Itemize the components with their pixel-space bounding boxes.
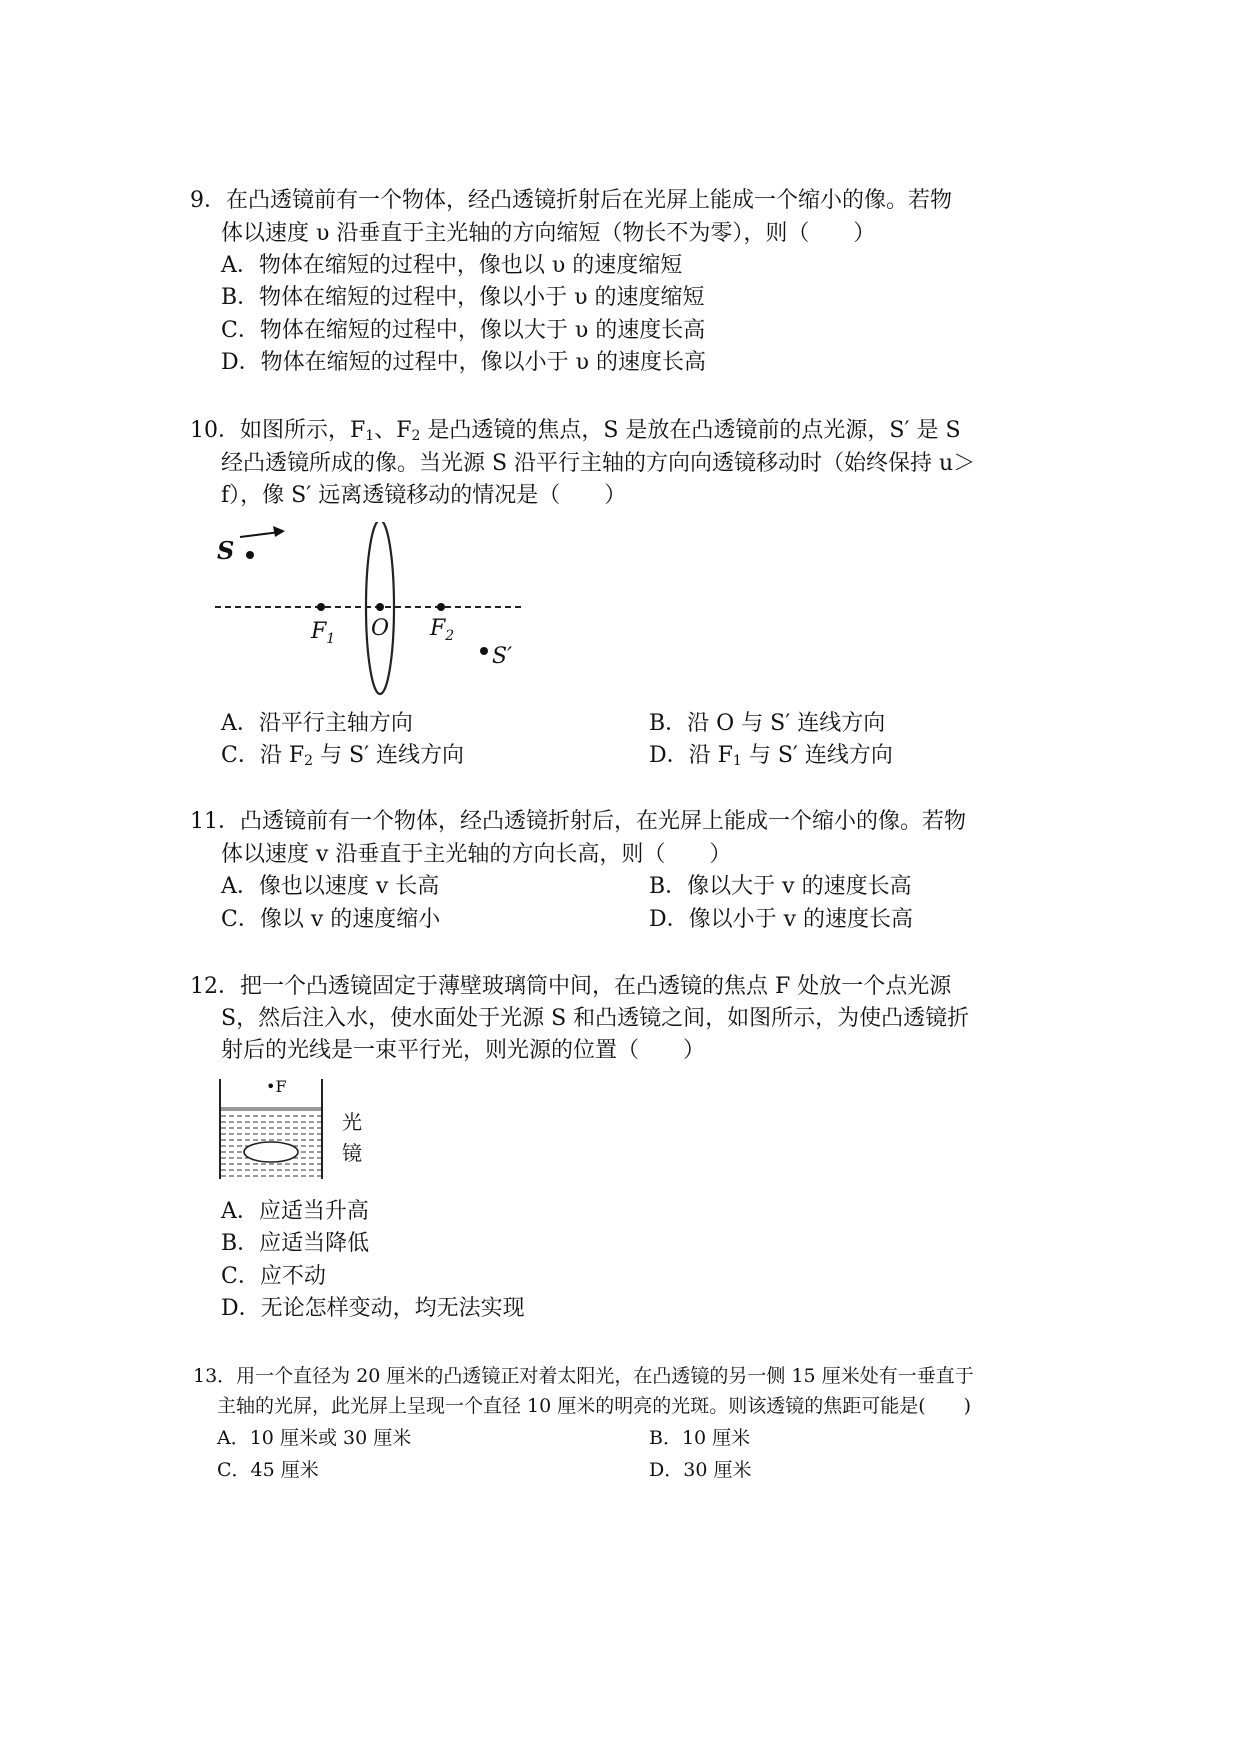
glass-tube-diagram <box>214 1075 374 1183</box>
source-s-point <box>246 551 254 559</box>
focus-f2-point <box>437 603 445 611</box>
question-12-option-b[interactable]: B．应适当降低 <box>221 1231 370 1256</box>
figure-label-jing: 镜 <box>342 1141 362 1165</box>
focus-f1-point <box>317 603 325 611</box>
question-9-option-b[interactable]: B．物体在缩短的过程中，像以小于 υ 的速度缩短 <box>221 285 705 310</box>
question-11-option-b[interactable]: B．像以大于 v 的速度长高 <box>649 874 912 899</box>
figure-label-guang: 光 <box>342 1110 362 1134</box>
source-s-label: S <box>217 536 235 565</box>
question-12-stem-line-1: 12．把一个凸透镜固定于薄壁玻璃筒中间，在凸透镜的焦点 F 处放一个点光源 <box>190 974 952 999</box>
question-10-option-a[interactable]: A．沿平行主轴方向 <box>221 711 413 736</box>
question-11-stem-line-2: 体以速度 v 沿垂直于主光轴的方向长高，则（ ） <box>221 842 732 867</box>
question-10-stem-line-2: 经凸透镜所成的像。当光源 S 沿平行主轴的方向向透镜移动时（始终保持 u＞ <box>221 451 976 476</box>
lens-diagram <box>205 522 535 702</box>
optical-center-point <box>376 603 384 611</box>
question-9-option-d[interactable]: D．物体在缩短的过程中，像以小于 υ 的速度长高 <box>221 350 707 375</box>
question-13-option-a[interactable]: A．10 厘米或 30 厘米 <box>217 1427 412 1449</box>
focus-f1-label: $F_1$ <box>311 619 336 647</box>
focus-f2-label: $F_2$ <box>430 616 455 644</box>
question-11-stem-line-1: 11．凸透镜前有一个物体，经凸透镜折射后，在光屏上能成一个缩小的像。若物 <box>190 809 966 834</box>
question-10-stem-line-3: f），像 S′ 远离透镜移动的情况是（ ） <box>221 483 627 508</box>
motion-arrow <box>240 532 280 537</box>
question-11-option-c[interactable]: C．像以 v 的速度缩小 <box>221 907 441 932</box>
question-10-stem-line-1: 10．如图所示，$F_1$、$F_2$ 是凸透镜的焦点，S 是放在凸透镜前的点光源，S′ 是 S <box>190 418 961 444</box>
question-13-stem-line-2: 主轴的光屏，此光屏上呈现一个直径 10 厘米的明亮的光斑。则该透镜的焦距可能是( ) <box>217 1395 972 1417</box>
question-13-stem-line-1: 13．用一个直径为 20 厘米的凸透镜正对着太阳光，在凸透镜的另一侧 15 厘米处有一垂直于 <box>193 1365 974 1387</box>
question-11-option-a[interactable]: A．像也以速度 v 长高 <box>221 874 440 899</box>
question-12-option-d[interactable]: D．无论怎样变动，均无法实现 <box>221 1296 525 1321</box>
motion-arrow-head <box>273 526 285 537</box>
image-s-prime-point <box>480 647 488 655</box>
question-13-option-b[interactable]: B．10 厘米 <box>649 1427 751 1449</box>
optical-center-label: O <box>371 616 390 641</box>
question-10-option-c[interactable]: C．沿 $F_2$ 与 S′ 连线方向 <box>221 743 465 769</box>
question-9-stem-line-2: 体以速度 υ 沿垂直于主光轴的方向缩短（物长不为零），则（ ） <box>221 221 876 246</box>
image-s-prime-label: S′ <box>492 644 513 669</box>
question-9-stem-line-1: 9．在凸透镜前有一个物体，经凸透镜折射后在光屏上能成一个缩小的像。若物 <box>190 188 952 213</box>
question-13-option-c[interactable]: C．45 厘米 <box>217 1459 319 1481</box>
question-12-option-a[interactable]: A．应适当升高 <box>221 1199 369 1224</box>
question-12-stem-line-3: 射后的光线是一束平行光，则光源的位置（ ） <box>221 1038 706 1063</box>
question-12-option-c[interactable]: C．应不动 <box>221 1264 326 1289</box>
focus-f-label: •F <box>266 1077 287 1096</box>
question-10-option-d[interactable]: D．沿 $F_1$ 与 S′ 连线方向 <box>649 743 893 769</box>
question-13-option-d[interactable]: D．30 厘米 <box>649 1459 752 1481</box>
lens-in-tube <box>244 1142 298 1162</box>
question-12-stem-line-2: S，然后注入水，使水面处于光源 S 和凸透镜之间，如图所示，为使凸透镜折 <box>221 1006 970 1031</box>
question-11-option-d[interactable]: D．像以小于 v 的速度长高 <box>649 907 914 932</box>
question-10-option-b[interactable]: B．沿 O 与 S′ 连线方向 <box>649 711 886 736</box>
question-9-option-a[interactable]: A．物体在缩短的过程中，像也以 υ 的速度缩短 <box>221 253 683 278</box>
question-9-option-c[interactable]: C．物体在缩短的过程中，像以大于 υ 的速度长高 <box>221 318 706 343</box>
